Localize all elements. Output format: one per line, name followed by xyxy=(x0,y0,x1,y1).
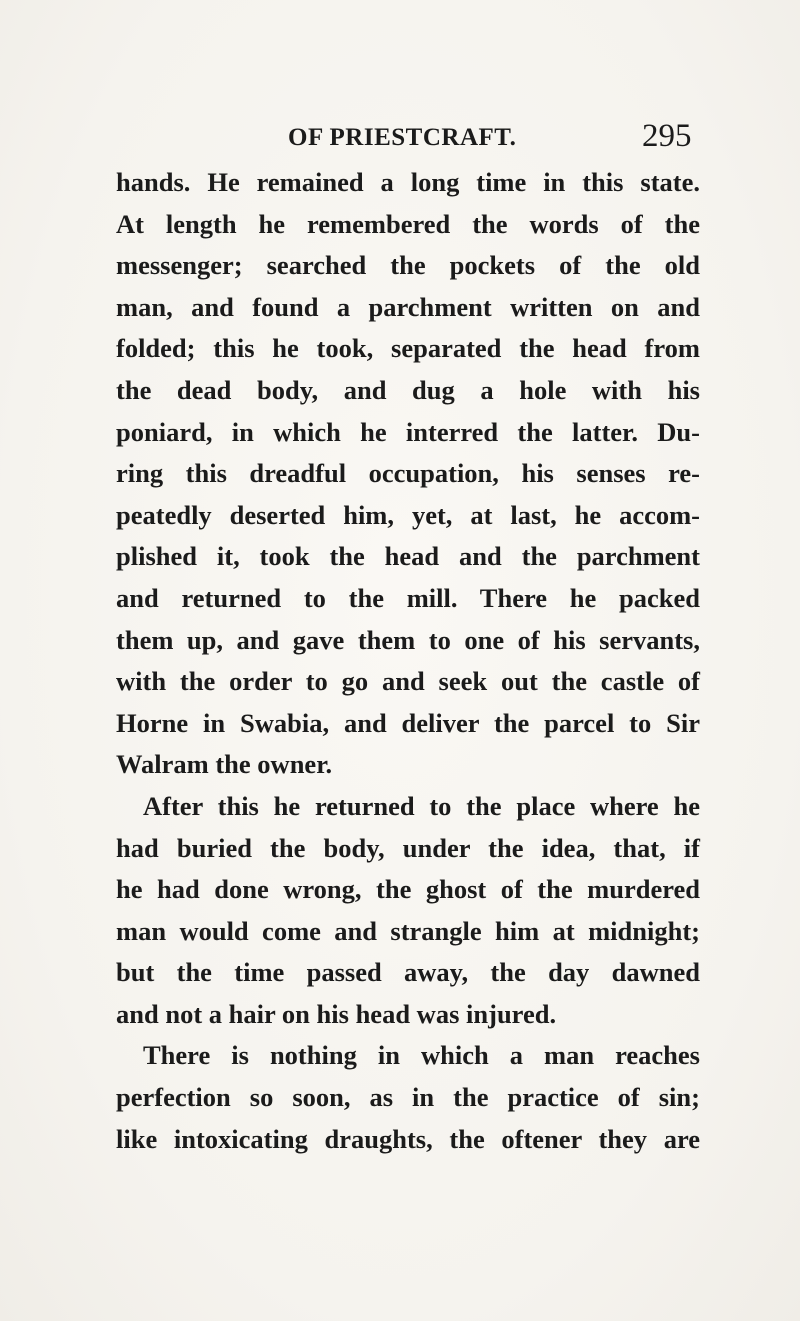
text-line: he had done wrong, the ghost of the murdered xyxy=(116,874,700,905)
text-line: There is nothing in which a man reaches xyxy=(143,1040,700,1071)
text-line: man would come and strangle him at midnight; xyxy=(116,915,700,946)
text-line: perfection so soon, as in the practice of sin; xyxy=(116,1082,700,1113)
text-line: and not a hair on his head was injured. xyxy=(116,998,557,1029)
text-line: folded; this he took, separated the head from xyxy=(116,333,700,364)
text-line: the dead body, and dug a hole with his xyxy=(116,374,700,405)
text-line: peatedly deserted him, yet, at last, he accom- xyxy=(116,499,700,530)
running-head xyxy=(0,118,800,158)
text-line: but the time passed away, the day dawned xyxy=(116,957,700,988)
text-line: ring this dreadful occupation, his senses re- xyxy=(116,458,700,489)
text-line: After this he returned to the place where he xyxy=(143,790,700,821)
page-number: 295 xyxy=(642,118,692,154)
text-line: Horne in Swabia, and deliver the parcel to Sir xyxy=(116,707,700,738)
text-line: with the order to go and seek out the castle of xyxy=(116,666,700,697)
running-title: OF PRIESTCRAFT. xyxy=(288,124,517,151)
text-line: man, and found a parchment written on and xyxy=(116,291,700,322)
text-line: them up, and gave them to one of his servants, xyxy=(116,624,700,655)
text-line: poniard, in which he interred the latter. Du- xyxy=(116,416,700,447)
body-text xyxy=(116,162,700,1160)
text-line: plished it, took the head and the parchment xyxy=(116,541,700,572)
text-line: hands. He remained a long time in this state. xyxy=(116,167,700,197)
text-line: like intoxicating draughts, the oftener they are xyxy=(116,1123,700,1154)
text-line: and returned to the mill. There he packed xyxy=(116,582,700,613)
text-line: messenger; searched the pockets of the old xyxy=(116,250,700,281)
text-line: At length he remembered the words of the xyxy=(116,208,700,239)
text-line: Walram the owner. xyxy=(116,749,333,780)
text-line: had buried the body, under the idea, that, if xyxy=(116,832,700,863)
